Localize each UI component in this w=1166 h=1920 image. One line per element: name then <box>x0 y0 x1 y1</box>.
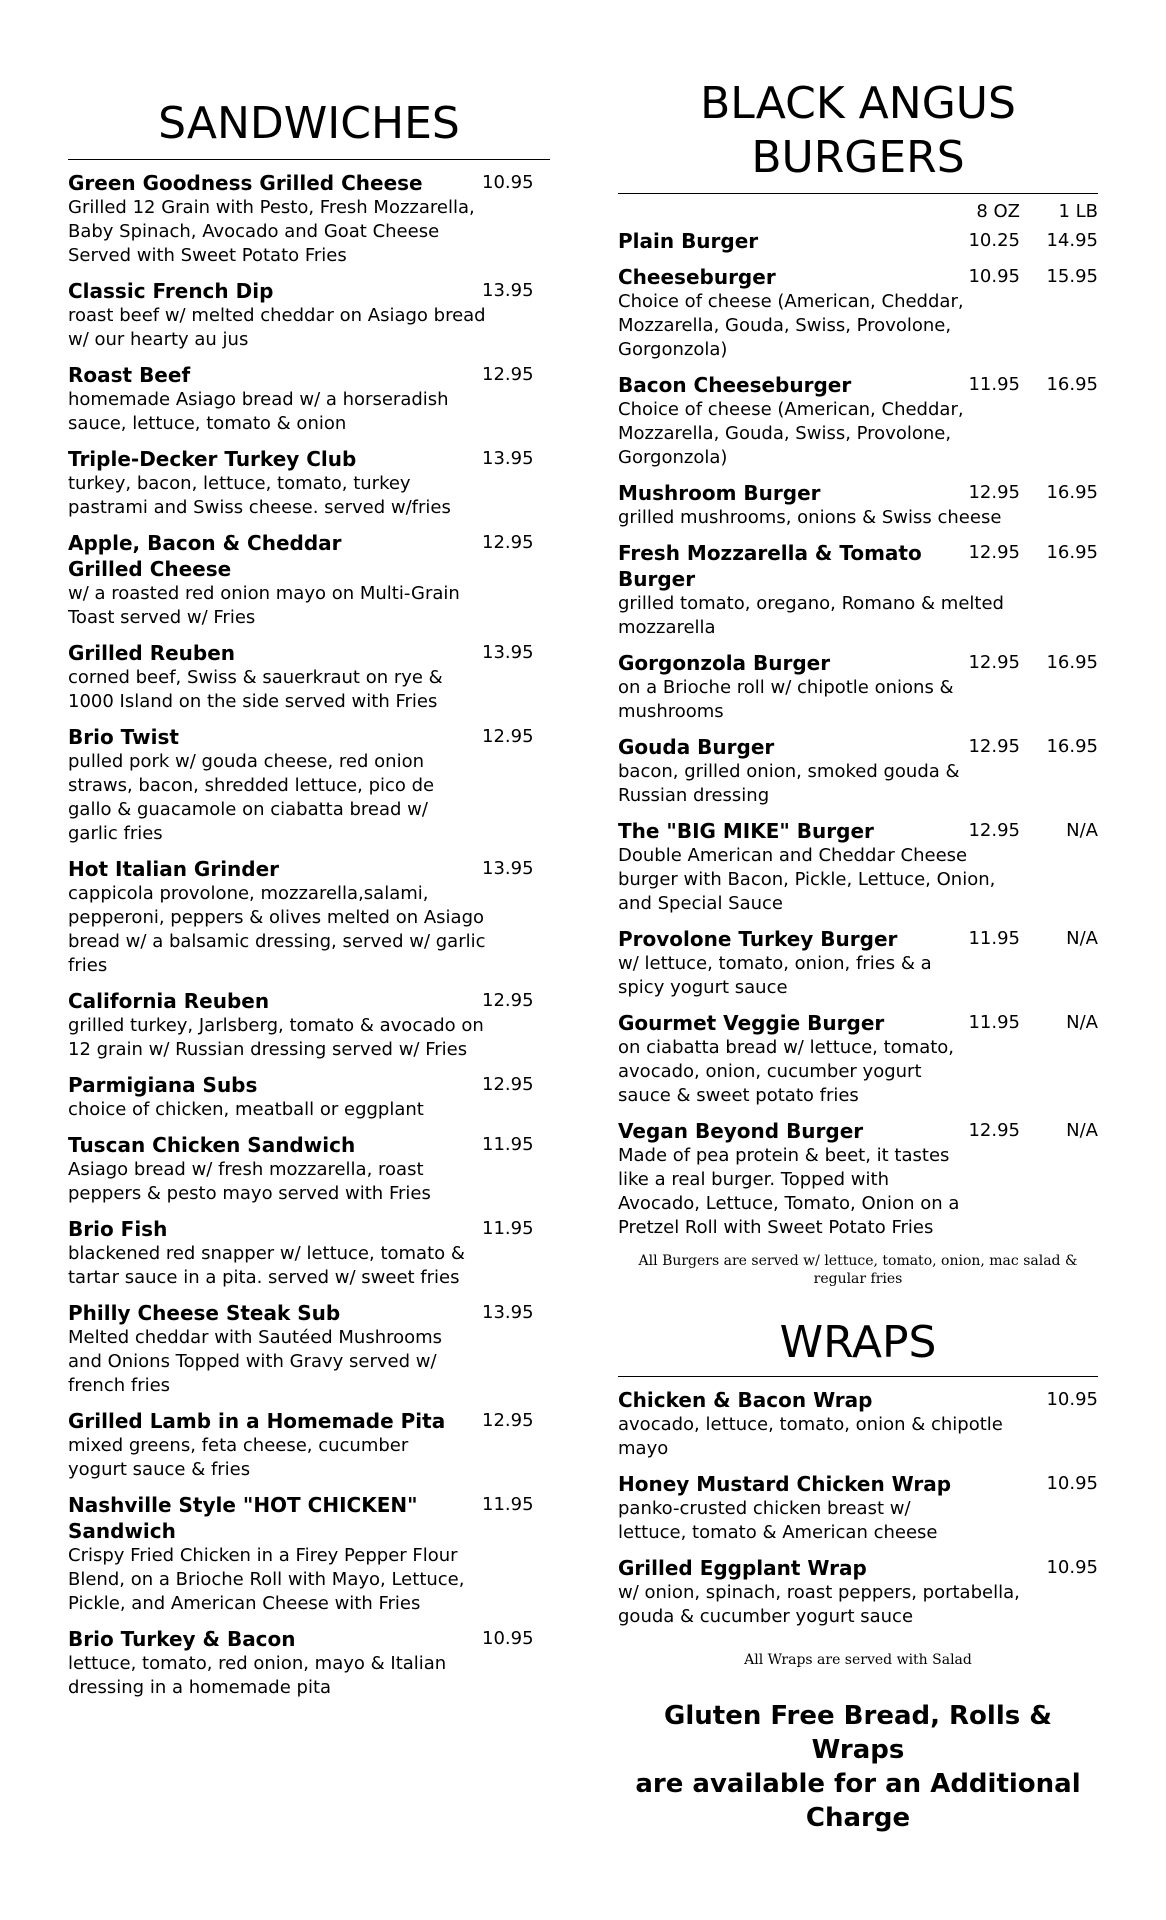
menu-item <box>68 362 550 436</box>
item-price: 13.95 <box>482 1302 534 1323</box>
item-description: grilled mushrooms, onions & Swiss cheese <box>618 507 1002 528</box>
item-description: homemade Asiago bread w/ a horseradish sauce, lettuce, tomato & onion <box>68 389 449 434</box>
price-8oz: 11.95 <box>968 1012 1020 1033</box>
item-name: Cheeseburger <box>618 265 776 289</box>
menu-item <box>618 1387 1098 1461</box>
item-name: Apple, Bacon & Cheddar Grilled Cheese <box>68 531 342 581</box>
burgers-title-line2: BURGERS <box>751 132 965 183</box>
item-description: Grilled 12 Grain with Pesto, Fresh Mozzarella, Baby Spinach, Avocado and Goat Cheese Served with Sweet Potato Fries <box>68 197 475 266</box>
sandwiches-divider <box>68 159 550 160</box>
menu-item <box>68 856 550 978</box>
item-description: choice of chicken, meatball or eggplant <box>68 1099 424 1120</box>
menu-item <box>618 1471 1098 1545</box>
burgers-divider <box>618 193 1098 194</box>
price-8oz: 12.95 <box>968 542 1020 563</box>
wraps-title: WRAPS <box>779 1317 937 1368</box>
item-name: Provolone Turkey Burger <box>618 927 898 951</box>
item-name: Honey Mustard Chicken Wrap <box>618 1472 952 1496</box>
item-price: 13.95 <box>482 642 534 663</box>
price-8oz: 12.95 <box>968 482 1020 503</box>
item-description: Choice of cheese (American, Cheddar, Mozzarella, Gouda, Swiss, Provolone, Gorgonzola) <box>618 291 964 360</box>
menu-item <box>618 540 1098 640</box>
item-price: 12.95 <box>482 990 534 1011</box>
menu-item <box>68 988 550 1062</box>
menu-item <box>68 1408 550 1482</box>
price-8oz: 12.95 <box>968 736 1020 757</box>
menu-item <box>618 372 1098 470</box>
item-name: Grilled Lamb in a Homemade Pita <box>68 1409 446 1433</box>
menu-item <box>68 1132 550 1206</box>
item-name: Chicken & Bacon Wrap <box>618 1388 873 1412</box>
menu-item <box>618 1010 1098 1108</box>
menu-item <box>618 650 1098 724</box>
item-description: w/ lettuce, tomato, onion, fries & a spicy yogurt sauce <box>618 953 932 998</box>
item-description: turkey, bacon, lettuce, tomato, turkey pastrami and Swiss cheese. served w/fries <box>68 473 451 518</box>
price-1lb: 16.95 <box>1046 482 1098 503</box>
item-description: Made of pea protein & beet, it tastes like a real burger. Topped with Avocado, Lettuce, Tomato, Onion on a Pretzel Roll with Sweet Potato Fries <box>618 1145 960 1238</box>
item-price: 10.95 <box>482 1628 534 1649</box>
menu-item <box>618 480 1098 530</box>
item-price: 10.95 <box>1046 1473 1098 1494</box>
item-price: 11.95 <box>482 1218 534 1239</box>
menu-item <box>68 1626 550 1700</box>
price-1lb: 16.95 <box>1046 542 1098 563</box>
menu-item <box>68 640 550 714</box>
item-description: lettuce, tomato, red onion, mayo & Italian dressing in a homemade pita <box>68 1653 447 1698</box>
gluten-free-line1: Gluten Free Bread, Rolls & Wraps <box>664 1701 1052 1765</box>
item-name: Classic French Dip <box>68 279 274 303</box>
price-8oz: 11.95 <box>968 374 1020 395</box>
item-name: Roast Beef <box>68 363 191 387</box>
item-description: Double American and Cheddar Cheese burger with Bacon, Pickle, Lettuce, Onion, and Special Sauce <box>618 845 996 914</box>
item-name: The "BIG MIKE" Burger <box>618 819 874 843</box>
menu-item <box>618 1118 1098 1240</box>
item-name: Fresh Mozzarella & Tomato Burger <box>618 541 922 591</box>
item-description: panko-crusted chicken breast w/ lettuce, tomato & American cheese <box>618 1498 938 1543</box>
menu-item <box>618 228 1098 254</box>
menu-item <box>68 170 550 268</box>
item-price: 12.95 <box>482 364 534 385</box>
item-name: Grilled Eggplant Wrap <box>618 1556 867 1580</box>
item-name: Plain Burger <box>618 229 759 253</box>
item-name: Mushroom Burger <box>618 481 821 505</box>
menu-item <box>618 1555 1098 1629</box>
price-1lb: 15.95 <box>1046 266 1098 287</box>
menu-item <box>68 530 550 630</box>
menu-item <box>618 734 1098 808</box>
item-price: 11.95 <box>482 1134 534 1155</box>
item-name: Brio Twist <box>68 725 179 749</box>
item-price: 13.95 <box>482 448 534 469</box>
item-description: grilled tomato, oregano, Romano & melted mozzarella <box>618 593 1004 638</box>
item-name: Hot Italian Grinder <box>68 857 280 881</box>
price-8oz: 11.95 <box>968 928 1020 949</box>
item-description: corned beef, Swiss & sauerkraut on rye & 1000 Island on the side served with Fries <box>68 667 443 712</box>
item-name: Vegan Beyond Burger <box>618 1119 864 1143</box>
item-price: 12.95 <box>482 532 534 553</box>
menu-item <box>618 926 1098 1000</box>
item-description: avocado, lettuce, tomato, onion & chipotle mayo <box>618 1414 1003 1459</box>
item-name: Gouda Burger <box>618 735 775 759</box>
item-price: 12.95 <box>482 1074 534 1095</box>
item-name: Triple-Decker Turkey Club <box>68 447 357 471</box>
right-column <box>618 0 1098 1835</box>
item-description: roast beef w/ melted cheddar on Asiago bread w/ our hearty au jus <box>68 305 486 350</box>
price-8oz: 12.95 <box>968 820 1020 841</box>
price-1lb: N/A <box>1066 928 1098 949</box>
item-name: California Reuben <box>68 989 270 1013</box>
item-name: Nashville Style "HOT CHICKEN" Sandwich <box>68 1493 418 1543</box>
item-name: Brio Fish <box>68 1217 168 1241</box>
menu-item <box>68 1216 550 1290</box>
price-1lb: N/A <box>1066 1120 1098 1141</box>
item-description: Choice of cheese (American, Cheddar, Mozzarella, Gouda, Swiss, Provolone, Gorgonzola) <box>618 399 964 468</box>
price-1lb: 16.95 <box>1046 652 1098 673</box>
menu-item <box>618 818 1098 916</box>
size-header <box>618 200 1098 224</box>
menu-item <box>618 264 1098 362</box>
price-8oz: 12.95 <box>968 652 1020 673</box>
price-8oz: 10.25 <box>968 230 1020 251</box>
item-description: w/ onion, spinach, roast peppers, portabella, gouda & cucumber yogurt sauce <box>618 1582 1020 1627</box>
item-name: Philly Cheese Steak Sub <box>68 1301 341 1325</box>
item-name: Tuscan Chicken Sandwich <box>68 1133 356 1157</box>
price-1lb: 16.95 <box>1046 736 1098 757</box>
item-description: blackened red snapper w/ lettuce, tomato & tartar sauce in a pita. served w/ sweet fries <box>68 1243 465 1288</box>
item-description: w/ a roasted red onion mayo on Multi-Grain Toast served w/ Fries <box>68 583 460 628</box>
menu-item <box>68 446 550 520</box>
item-price: 10.95 <box>1046 1557 1098 1578</box>
item-description: bacon, grilled onion, smoked gouda & Russian dressing <box>618 761 960 806</box>
item-description: cappicola provolone, mozzarella,salami, pepperoni, peppers & olives melted on Asiago bread w/ a balsamic dressing, served w/ garlic fries <box>68 883 486 976</box>
price-1lb: N/A <box>1066 820 1098 841</box>
wraps-divider <box>618 1376 1098 1377</box>
item-name: Bacon Cheeseburger <box>618 373 852 397</box>
item-description: Asiago bread w/ fresh mozzarella, roast peppers & pesto mayo served with Fries <box>68 1159 431 1204</box>
item-price: 13.95 <box>482 858 534 879</box>
burgers-title-line1: BLACK ANGUS <box>700 78 1016 129</box>
menu-item <box>68 1072 550 1122</box>
size-8oz-label: 8 OZ <box>976 201 1020 222</box>
item-description: Melted cheddar with Sautéed Mushrooms and Onions Topped with Gravy served w/ french fries <box>68 1327 443 1396</box>
menu-item <box>68 1492 550 1616</box>
item-description: grilled turkey, Jarlsberg, tomato & avocado on 12 grain w/ Russian dressing served w/ Fries <box>68 1015 484 1060</box>
item-description: on ciabatta bread w/ lettuce, tomato, avocado, onion, cucumber yogurt sauce & sweet potato fries <box>618 1037 955 1106</box>
item-price: 12.95 <box>482 726 534 747</box>
burgers-note: All Burgers are served w/ lettuce, tomato, onion, mac salad & regular fries <box>638 1253 1078 1287</box>
item-price: 10.95 <box>1046 1389 1098 1410</box>
item-name: Parmigiana Subs <box>68 1073 258 1097</box>
price-1lb: 14.95 <box>1046 230 1098 251</box>
item-name: Gorgonzola Burger <box>618 651 831 675</box>
price-1lb: 16.95 <box>1046 374 1098 395</box>
item-description: on a Brioche roll w/ chipotle onions & mushrooms <box>618 677 954 722</box>
sandwiches-title: SANDWICHES <box>158 98 460 149</box>
item-description: pulled pork w/ gouda cheese, red onion straws, bacon, shredded lettuce, pico de gallo & guacamole on ciabatta bread w/ garlic fries <box>68 751 435 844</box>
menu-item <box>68 278 550 352</box>
price-1lb: N/A <box>1066 1012 1098 1033</box>
price-8oz: 12.95 <box>968 1120 1020 1141</box>
item-price: 10.95 <box>482 172 534 193</box>
menu-item <box>68 1300 550 1398</box>
sandwiches-section <box>68 0 550 1700</box>
burgers-title <box>618 77 1098 193</box>
item-name: Brio Turkey & Bacon <box>68 1627 296 1651</box>
item-price: 12.95 <box>482 1410 534 1431</box>
wraps-note: All Wraps are served with Salad <box>744 1652 972 1668</box>
size-1lb-label: 1 LB <box>1058 201 1098 222</box>
item-name: Gourmet Veggie Burger <box>618 1011 885 1035</box>
item-name: Grilled Reuben <box>68 641 236 665</box>
gluten-free-line2: are available for an Additional Charge <box>635 1769 1081 1833</box>
gluten-free-notice <box>618 1699 1098 1835</box>
item-price: 11.95 <box>482 1494 534 1515</box>
menu-item <box>68 724 550 846</box>
price-8oz: 10.95 <box>968 266 1020 287</box>
item-price: 13.95 <box>482 280 534 301</box>
item-description: mixed greens, feta cheese, cucumber yogurt sauce & fries <box>68 1435 409 1480</box>
item-description: Crispy Fried Chicken in a Firey Pepper Flour Blend, on a Brioche Roll with Mayo, Lettuce, Pickle, and American Cheese with Fries <box>68 1545 465 1614</box>
item-name: Green Goodness Grilled Cheese <box>68 171 423 195</box>
